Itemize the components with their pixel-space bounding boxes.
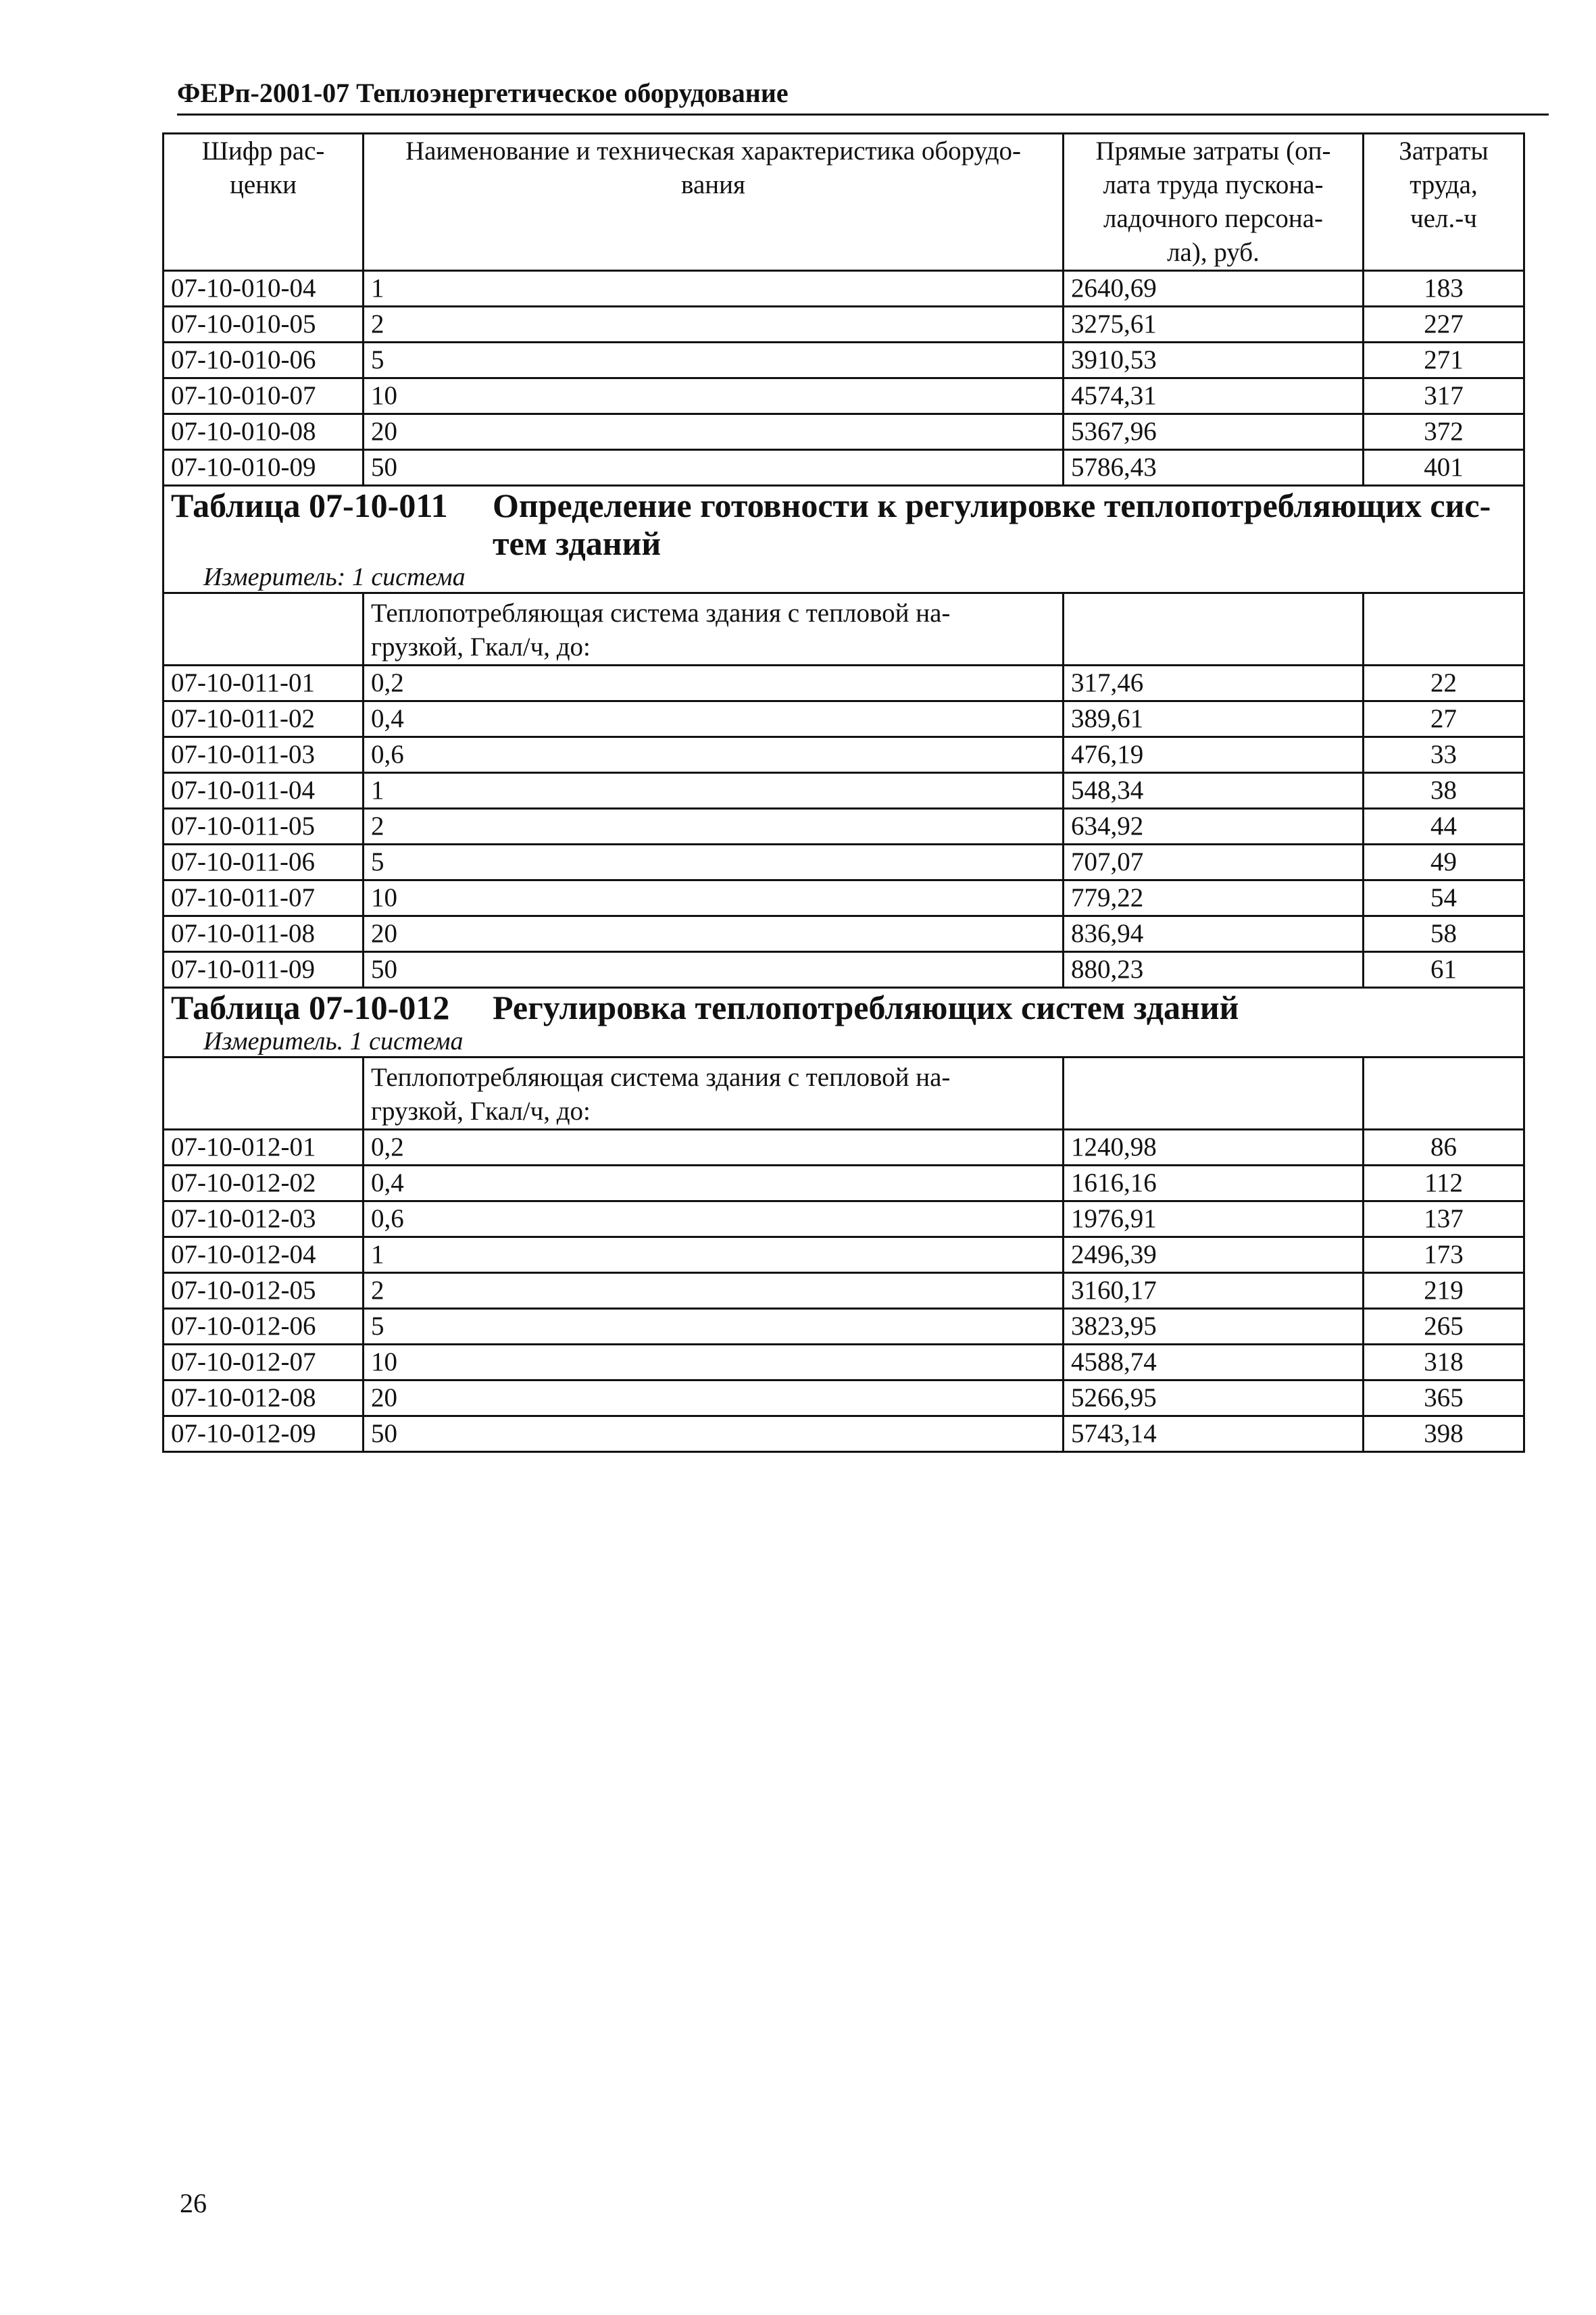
row-name: 5 xyxy=(364,1309,1064,1345)
row-labor: 173 xyxy=(1364,1237,1524,1273)
row-direct-cost: 5786,43 xyxy=(1064,450,1364,486)
header-labor-text: Затраты труда, чел.-ч xyxy=(1399,136,1489,233)
subheader-name-cell xyxy=(364,1057,1064,1130)
row-direct-cost: 634,92 xyxy=(1064,809,1364,845)
row-labor: 227 xyxy=(1364,307,1524,343)
row-direct-cost: 548,34 xyxy=(1064,773,1364,809)
row-code: 07-10-010-08 xyxy=(164,414,364,450)
row-name: 1 xyxy=(364,1237,1064,1273)
row-direct-cost: 3275,61 xyxy=(1064,307,1364,343)
row-name: 50 xyxy=(364,952,1064,988)
row-name: 1 xyxy=(364,271,1064,307)
row-labor: 33 xyxy=(1364,737,1524,773)
row-code: 07-10-011-08 xyxy=(164,916,364,952)
row-labor: 49 xyxy=(1364,845,1524,880)
subheader-labor-cell xyxy=(1364,593,1524,666)
row-labor: 401 xyxy=(1364,450,1524,486)
row-name: 0,4 xyxy=(364,701,1064,737)
row-name: 2 xyxy=(364,1273,1064,1309)
row-direct-cost: 3910,53 xyxy=(1064,343,1364,378)
subheader-name-cell xyxy=(364,593,1064,666)
row-name: 5 xyxy=(364,845,1064,880)
table-title-row xyxy=(164,486,1524,593)
row-direct-cost: 2640,69 xyxy=(1064,271,1364,307)
row-direct-cost: 1976,91 xyxy=(1064,1201,1364,1237)
table-row xyxy=(164,1201,1524,1237)
row-labor: 38 xyxy=(1364,773,1524,809)
row-code: 07-10-011-01 xyxy=(164,666,364,701)
table-row xyxy=(164,1237,1524,1273)
subheader-row xyxy=(164,1057,1524,1130)
table-row xyxy=(164,809,1524,845)
table-number: Таблица 07-10-011 xyxy=(171,487,448,524)
row-labor: 44 xyxy=(1364,809,1524,845)
page-number: 26 xyxy=(180,2188,207,2218)
subheader-cost-cell xyxy=(1064,593,1364,666)
row-code: 07-10-011-09 xyxy=(164,952,364,988)
row-direct-cost: 389,61 xyxy=(1064,701,1364,737)
header-name xyxy=(364,134,1064,271)
row-code: 07-10-012-09 xyxy=(164,1416,364,1452)
table-title-text: Регулировка теплопотребляющих систем зданий xyxy=(493,989,1239,1026)
row-code: 07-10-011-03 xyxy=(164,737,364,773)
row-code: 07-10-011-04 xyxy=(164,773,364,809)
row-name: 20 xyxy=(364,1380,1064,1416)
row-labor: 219 xyxy=(1364,1273,1524,1309)
row-direct-cost: 4574,31 xyxy=(1064,378,1364,414)
row-name: 2 xyxy=(364,809,1064,845)
row-name: 0,4 xyxy=(364,1166,1064,1201)
row-code: 07-10-012-07 xyxy=(164,1345,364,1380)
row-direct-cost: 779,22 xyxy=(1064,880,1364,916)
row-code: 07-10-010-09 xyxy=(164,450,364,486)
table-row xyxy=(164,271,1524,307)
table-number: Таблица 07-10-012 xyxy=(171,989,450,1026)
table-row xyxy=(164,952,1524,988)
row-code: 07-10-010-05 xyxy=(164,307,364,343)
subheader-code-cell xyxy=(164,593,364,666)
row-direct-cost: 5367,96 xyxy=(1064,414,1364,450)
row-direct-cost: 4588,74 xyxy=(1064,1345,1364,1380)
table-title-row xyxy=(164,988,1524,1057)
row-name: 10 xyxy=(364,1345,1064,1380)
row-labor: 27 xyxy=(1364,701,1524,737)
row-direct-cost: 317,46 xyxy=(1064,666,1364,701)
row-labor: 54 xyxy=(1364,880,1524,916)
row-labor: 265 xyxy=(1364,1309,1524,1345)
row-name: 0,2 xyxy=(364,666,1064,701)
table-row xyxy=(164,1380,1524,1416)
unit-of-measure: Измеритель: 1 система xyxy=(203,563,466,591)
table-row xyxy=(164,1166,1524,1201)
table-row xyxy=(164,773,1524,809)
table-row xyxy=(164,414,1524,450)
row-name: 10 xyxy=(364,880,1064,916)
row-name: 50 xyxy=(364,450,1064,486)
table-title-text: Определение готовности к регулировке теплопотребляющих сис- тем зданий xyxy=(493,487,1491,562)
row-name: 0,6 xyxy=(364,1201,1064,1237)
row-labor: 365 xyxy=(1364,1380,1524,1416)
row-name: 2 xyxy=(364,307,1064,343)
row-direct-cost: 3160,17 xyxy=(1064,1273,1364,1309)
row-direct-cost: 880,23 xyxy=(1064,952,1364,988)
header-code xyxy=(164,134,364,271)
table-row xyxy=(164,1416,1524,1452)
header-direct-costs-text: Прямые затраты (оп- лата труда пускона- ладочного персона- ла), руб. xyxy=(1095,136,1331,267)
table-title-cell xyxy=(164,486,1524,593)
subheader-text: Теплопотребляющая система здания с тепловой на- грузкой, Гкал/ч, до: xyxy=(371,599,951,662)
row-code: 07-10-010-06 xyxy=(164,343,364,378)
table-row xyxy=(164,307,1524,343)
row-labor: 112 xyxy=(1364,1166,1524,1201)
table-row xyxy=(164,845,1524,880)
table-row xyxy=(164,737,1524,773)
row-labor: 183 xyxy=(1364,271,1524,307)
subheader-code-cell xyxy=(164,1057,364,1130)
subheader-text: Теплопотребляющая система здания с тепловой на- грузкой, Гкал/ч, до: xyxy=(371,1063,951,1126)
row-name: 0,2 xyxy=(364,1130,1064,1166)
header-code-text: Шифр рас- ценки xyxy=(201,136,325,199)
row-code: 07-10-011-02 xyxy=(164,701,364,737)
row-name: 20 xyxy=(364,916,1064,952)
table-row xyxy=(164,1345,1524,1380)
subheader-labor-cell xyxy=(1364,1057,1524,1130)
table-row xyxy=(164,666,1524,701)
row-direct-cost: 476,19 xyxy=(1064,737,1364,773)
table-row xyxy=(164,378,1524,414)
row-name: 10 xyxy=(364,378,1064,414)
row-code: 07-10-011-06 xyxy=(164,845,364,880)
table-title xyxy=(171,487,1516,562)
row-direct-cost: 2496,39 xyxy=(1064,1237,1364,1273)
row-labor: 317 xyxy=(1364,378,1524,414)
row-code: 07-10-012-01 xyxy=(164,1130,364,1166)
table-row xyxy=(164,450,1524,486)
row-code: 07-10-012-08 xyxy=(164,1380,364,1416)
row-name: 20 xyxy=(364,414,1064,450)
table-row xyxy=(164,701,1524,737)
table-row xyxy=(164,916,1524,952)
row-code: 07-10-012-02 xyxy=(164,1166,364,1201)
subheader-row xyxy=(164,593,1524,666)
row-direct-cost: 5266,95 xyxy=(1064,1380,1364,1416)
page-header: ФЕРп-2001-07 Теплоэнергетическое оборудование xyxy=(177,76,1549,116)
row-direct-cost: 1240,98 xyxy=(1064,1130,1364,1166)
row-code: 07-10-010-07 xyxy=(164,378,364,414)
unit-of-measure: Измеритель. 1 система xyxy=(203,1027,464,1055)
row-name: 50 xyxy=(364,1416,1064,1452)
row-name: 0,6 xyxy=(364,737,1064,773)
subheader-cost-cell xyxy=(1064,1057,1364,1130)
header-labor xyxy=(1364,134,1524,271)
row-direct-cost: 836,94 xyxy=(1064,916,1364,952)
table-row xyxy=(164,1309,1524,1345)
row-labor: 58 xyxy=(1364,916,1524,952)
row-name: 5 xyxy=(364,343,1064,378)
header-direct-costs xyxy=(1064,134,1364,271)
row-code: 07-10-012-06 xyxy=(164,1309,364,1345)
row-labor: 86 xyxy=(1364,1130,1524,1166)
row-labor: 398 xyxy=(1364,1416,1524,1452)
row-direct-cost: 1616,16 xyxy=(1064,1166,1364,1201)
row-code: 07-10-012-04 xyxy=(164,1237,364,1273)
table-row xyxy=(164,1130,1524,1166)
row-direct-cost: 5743,14 xyxy=(1064,1416,1364,1452)
row-direct-cost: 3823,95 xyxy=(1064,1309,1364,1345)
header-name-text: Наименование и техническая характеристика оборудо- вания xyxy=(405,136,1022,199)
table-row xyxy=(164,880,1524,916)
table-row xyxy=(164,343,1524,378)
row-code: 07-10-010-04 xyxy=(164,271,364,307)
table-title-cell xyxy=(164,988,1524,1057)
row-direct-cost: 707,07 xyxy=(1064,845,1364,880)
row-code: 07-10-012-05 xyxy=(164,1273,364,1309)
table-title xyxy=(171,989,1516,1026)
row-labor: 22 xyxy=(1364,666,1524,701)
row-code: 07-10-012-03 xyxy=(164,1201,364,1237)
column-header-row xyxy=(164,134,1524,271)
row-labor: 137 xyxy=(1364,1201,1524,1237)
rates-table xyxy=(162,132,1525,1453)
row-code: 07-10-011-05 xyxy=(164,809,364,845)
row-name: 1 xyxy=(364,773,1064,809)
row-code: 07-10-011-07 xyxy=(164,880,364,916)
row-labor: 61 xyxy=(1364,952,1524,988)
row-labor: 318 xyxy=(1364,1345,1524,1380)
row-labor: 372 xyxy=(1364,414,1524,450)
row-labor: 271 xyxy=(1364,343,1524,378)
table-row xyxy=(164,1273,1524,1309)
